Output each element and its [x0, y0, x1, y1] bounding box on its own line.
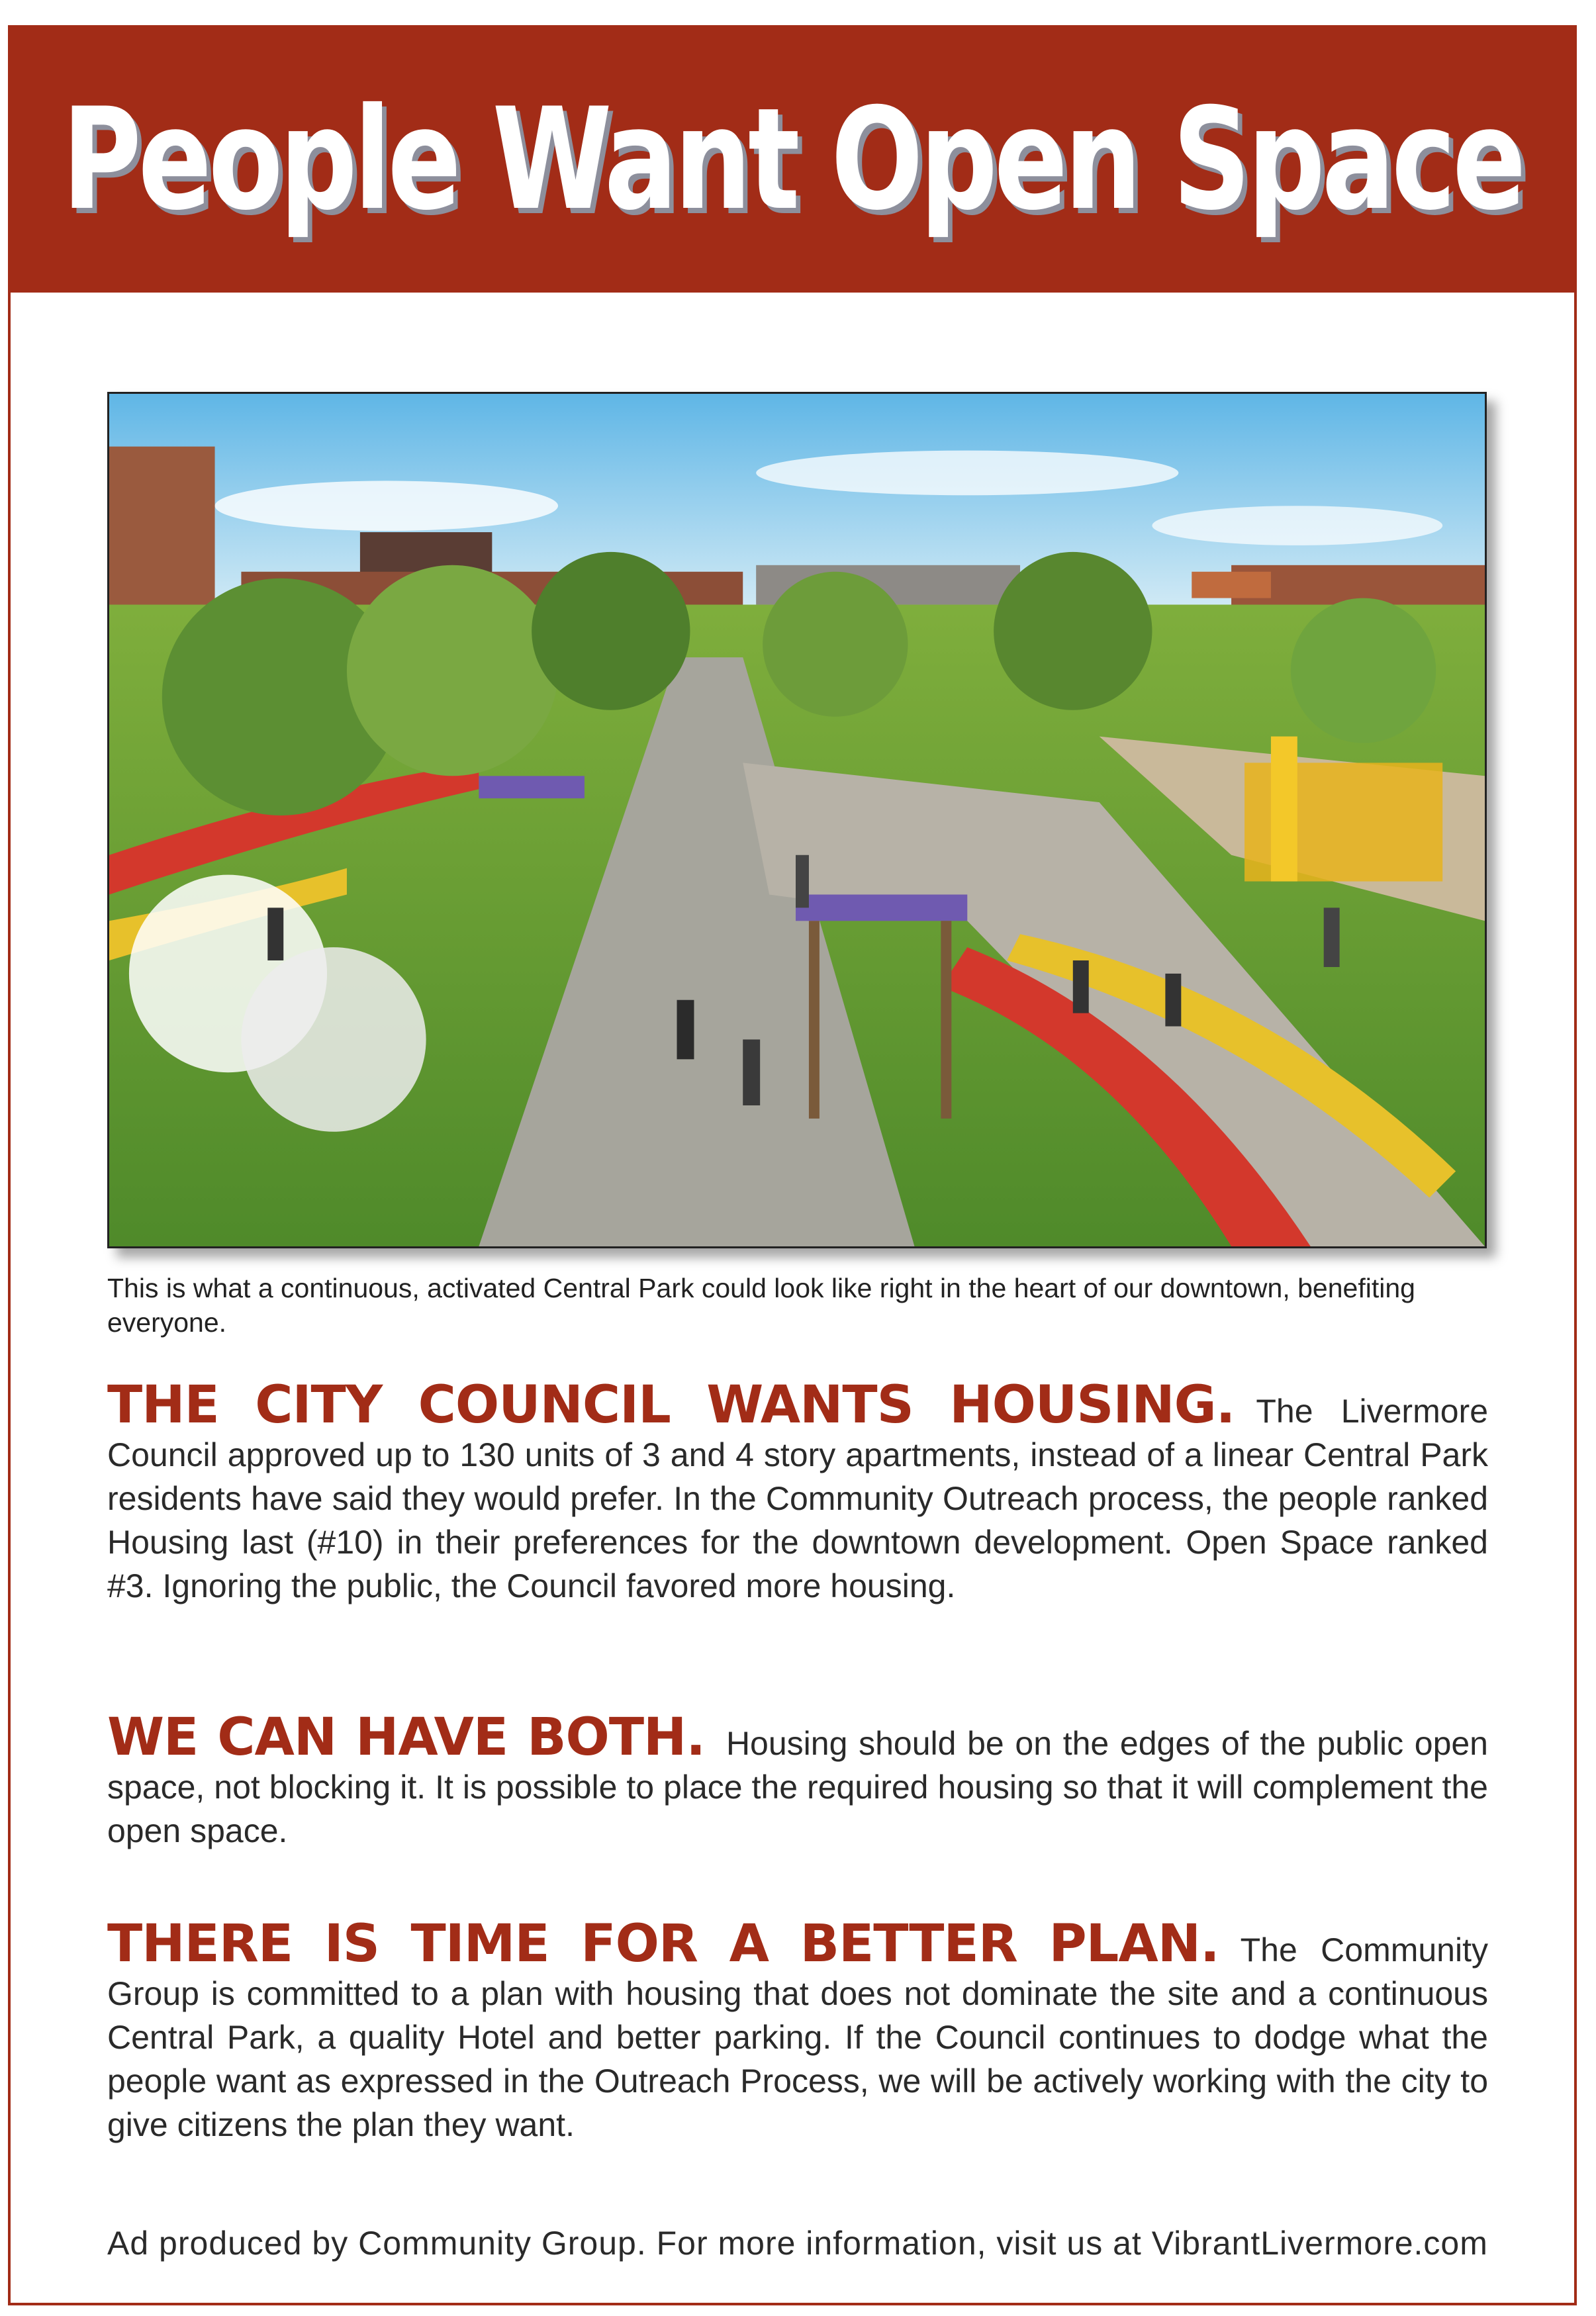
page-title: People Want Open Space — [62, 77, 1523, 241]
section-body: The Livermore Council approved up to 130 units of 3 and 4 story apartments, instead of a linear Central Park residents have said they would prefer. In the Community Outreach process, the people ranked Housing last (#10) in their preferences for the downtown development. Open Space ranked #3. Ignoring the public, the Council favored more housing. — [107, 1393, 1488, 1604]
section-heading: WE CAN HAVE BOTH. — [107, 1708, 705, 1767]
section-council-housing — [107, 1375, 1488, 1608]
person — [743, 1039, 760, 1105]
tree — [347, 565, 558, 776]
section-body: Housing should be on the edges of the public open space, not blocking it. It is possible to place the required housing so that it will complement the open space. — [107, 1725, 1488, 1849]
person — [677, 1000, 694, 1060]
header-banner — [8, 25, 1577, 293]
section-better-plan — [107, 1914, 1488, 2147]
section-heading: THERE IS TIME FOR A BETTER PLAN. — [107, 1914, 1219, 1974]
section-have-both — [107, 1708, 1488, 1853]
section-body: The Community Group is committed to a plan with housing that does not dominate the site and a continuous Central Park, a quality Hotel and better parking. If the Council continues to dodge what the people want as expressed in the Outreach Process, we will be actively working with the city to give citizens the plan they want. — [107, 1931, 1488, 2143]
section-heading: THE CITY COUNCIL WANTS HOUSING. — [107, 1375, 1235, 1435]
footer-credit: Ad produced by Community Group. For more information, visit us at VibrantLivermore.com — [107, 2225, 1488, 2262]
photo-caption: This is what a continuous, activated Central Park could look like right in the heart of our downtown, benefiting everyone. — [107, 1273, 1415, 1338]
park-rendering-image — [107, 392, 1487, 1248]
park-illustration — [109, 394, 1485, 1246]
pergola-roof — [796, 894, 967, 921]
